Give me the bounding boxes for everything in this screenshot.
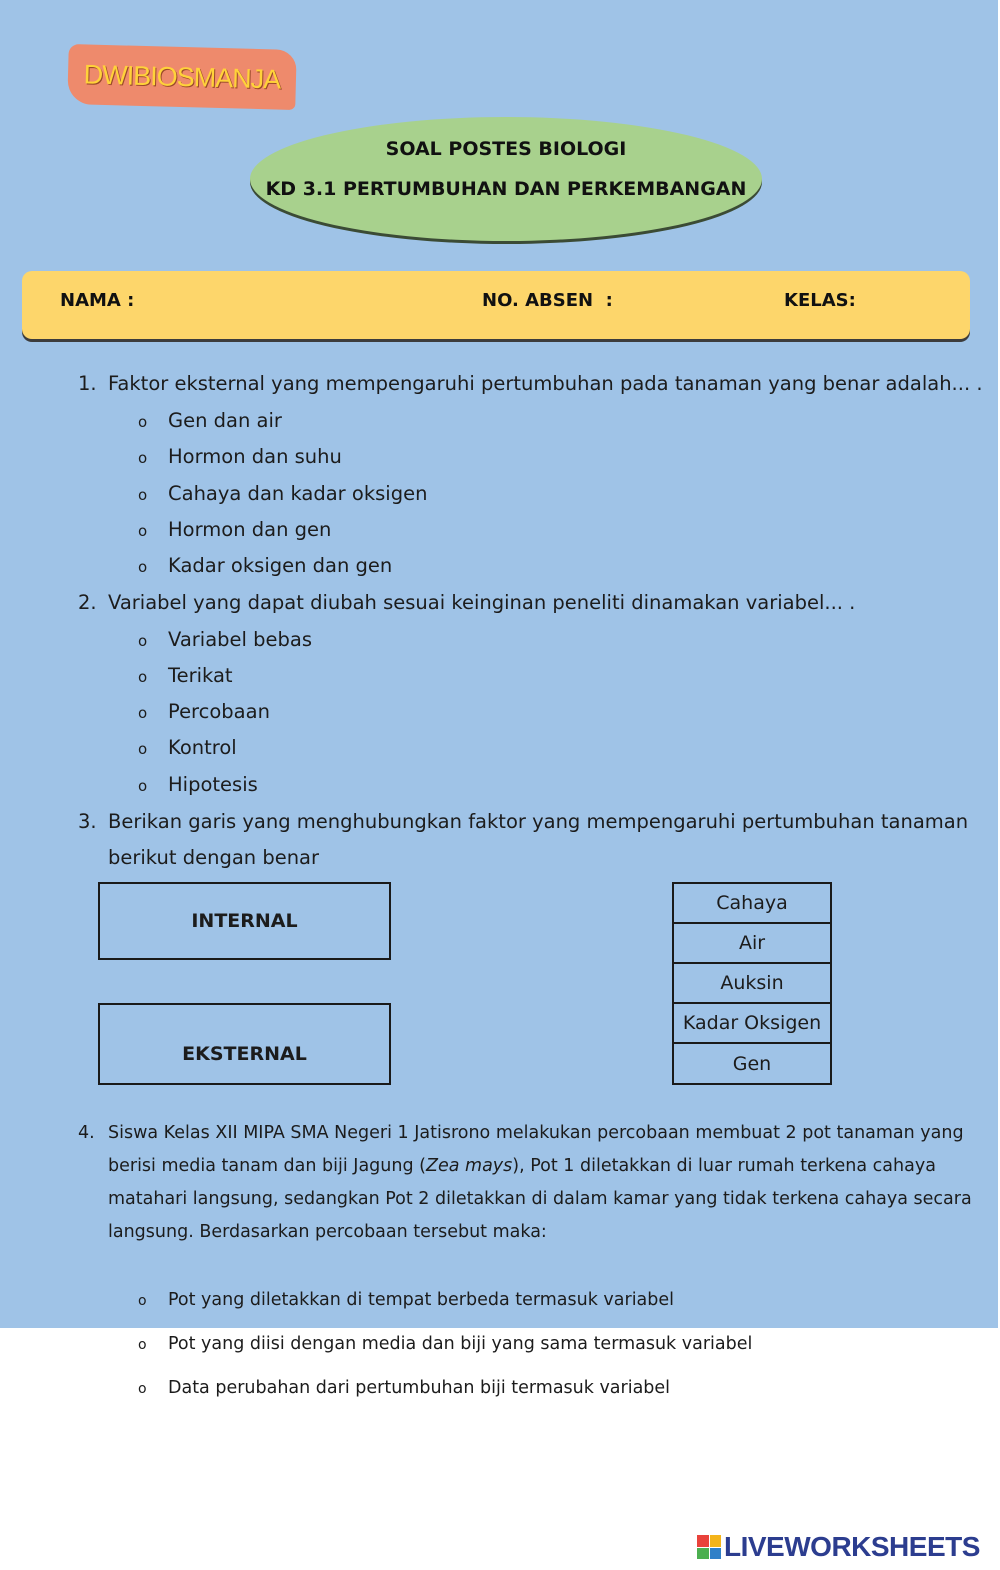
radio-bullet-icon: o bbox=[138, 632, 148, 650]
option-item[interactable]: o Cahaya dan kadar oksigen bbox=[138, 482, 428, 505]
worksheet-title: SOAL POSTES BIOLOGI bbox=[385, 138, 627, 160]
question-text: Faktor eksternal yang mempengaruhi pertumbuhan pada tanaman yang benar adalah... . bbox=[108, 372, 983, 395]
question-number: 1. bbox=[78, 372, 97, 395]
worksheet-subtitle: KD 3.1 PERTUMBUHAN DAN PERKEMBANGAN bbox=[265, 178, 747, 200]
option-item[interactable]: o Hormon dan gen bbox=[138, 518, 332, 541]
option-item[interactable]: o Hormon dan suhu bbox=[138, 445, 342, 468]
question-text-line: langsung. Berdasarkan percobaan tersebut maka: bbox=[108, 1222, 547, 1242]
factor-item[interactable]: Cahaya bbox=[674, 884, 830, 924]
question-number: 4. bbox=[78, 1123, 95, 1143]
external-box[interactable]: EKSTERNAL bbox=[98, 1003, 391, 1085]
radio-bullet-icon: o bbox=[138, 740, 148, 758]
option-item[interactable]: o Hipotesis bbox=[138, 773, 258, 796]
option-item[interactable]: o Kontrol bbox=[138, 736, 237, 759]
question-2 bbox=[78, 591, 855, 614]
radio-bullet-icon: o bbox=[138, 522, 148, 540]
question-4 bbox=[78, 1123, 964, 1143]
question-text-line: berisi media tanam dan biji Jagung (Zea mays), Pot 1 diletakkan di luar rumah terkena cahaya bbox=[108, 1156, 936, 1176]
statement-item[interactable]: o Data perubahan dari pertumbuhan biji termasuk variabel bbox=[138, 1378, 671, 1398]
radio-bullet-icon: o bbox=[138, 777, 148, 795]
question-text: Siswa Kelas XII MIPA SMA Negeri 1 Jatisrono melakukan percobaan membuat 2 pot tanaman yang bbox=[108, 1123, 964, 1143]
radio-bullet-icon: o bbox=[138, 1293, 147, 1309]
radio-bullet-icon: o bbox=[138, 668, 148, 686]
question-3 bbox=[78, 810, 968, 833]
radio-bullet-icon: o bbox=[138, 1381, 147, 1397]
question-text: Berikan garis yang menghubungkan faktor yang mempengaruhi pertumbuhan tanaman bbox=[108, 810, 969, 833]
question-text: Variabel yang dapat diubah sesuai keinginan peneliti dinamakan variabel... . bbox=[108, 591, 856, 614]
factor-item[interactable]: Kadar Oksigen bbox=[674, 1004, 830, 1044]
radio-bullet-icon: o bbox=[138, 1337, 147, 1353]
school-logo bbox=[67, 44, 296, 110]
radio-bullet-icon: o bbox=[138, 486, 148, 504]
name-label: NAMA : bbox=[60, 290, 135, 311]
radio-bullet-icon: o bbox=[138, 449, 148, 467]
option-item[interactable]: o Kadar oksigen dan gen bbox=[138, 554, 393, 577]
option-item[interactable]: o Gen dan air bbox=[138, 409, 282, 432]
class-label: KELAS: bbox=[784, 290, 856, 311]
radio-bullet-icon: o bbox=[138, 704, 148, 722]
factor-item[interactable]: Air bbox=[674, 924, 830, 964]
logo-text: DWIBIOSMANJA bbox=[83, 58, 281, 95]
statement-item[interactable]: o Pot yang diisi dengan media dan biji yang sama termasuk variabel bbox=[138, 1334, 753, 1354]
absen-label: NO. ABSEN : bbox=[482, 290, 613, 311]
question-number: 2. bbox=[78, 591, 97, 614]
factor-item[interactable]: Auksin bbox=[674, 964, 830, 1004]
question-text-cont: berikut dengan benar bbox=[108, 846, 320, 869]
option-item[interactable]: o Variabel bebas bbox=[138, 628, 313, 651]
option-item[interactable]: o Terikat bbox=[138, 664, 233, 687]
factor-item[interactable]: Gen bbox=[732, 1053, 772, 1075]
brand-wordmark: LIVEWORKSHEETS bbox=[724, 1531, 980, 1562]
option-item[interactable]: o Percobaan bbox=[138, 700, 270, 723]
species-name: Zea mays bbox=[425, 1156, 513, 1176]
statement-item[interactable]: o Pot yang diletakkan di tempat berbeda termasuk variabel bbox=[138, 1290, 675, 1310]
question-number: 3. bbox=[78, 810, 97, 833]
liveworksheets-brand[interactable] bbox=[697, 1532, 980, 1562]
question-1 bbox=[78, 372, 983, 395]
internal-box[interactable]: INTERNAL bbox=[98, 882, 391, 960]
radio-bullet-icon: o bbox=[138, 413, 148, 431]
factor-list bbox=[672, 882, 832, 1085]
radio-bullet-icon: o bbox=[138, 558, 148, 576]
question-text-line: matahari langsung, sedangkan Pot 2 diletakkan di dalam kamar yang tidak terkena cahaya secara bbox=[108, 1189, 972, 1209]
liveworksheets-logo-icon bbox=[697, 1535, 721, 1559]
